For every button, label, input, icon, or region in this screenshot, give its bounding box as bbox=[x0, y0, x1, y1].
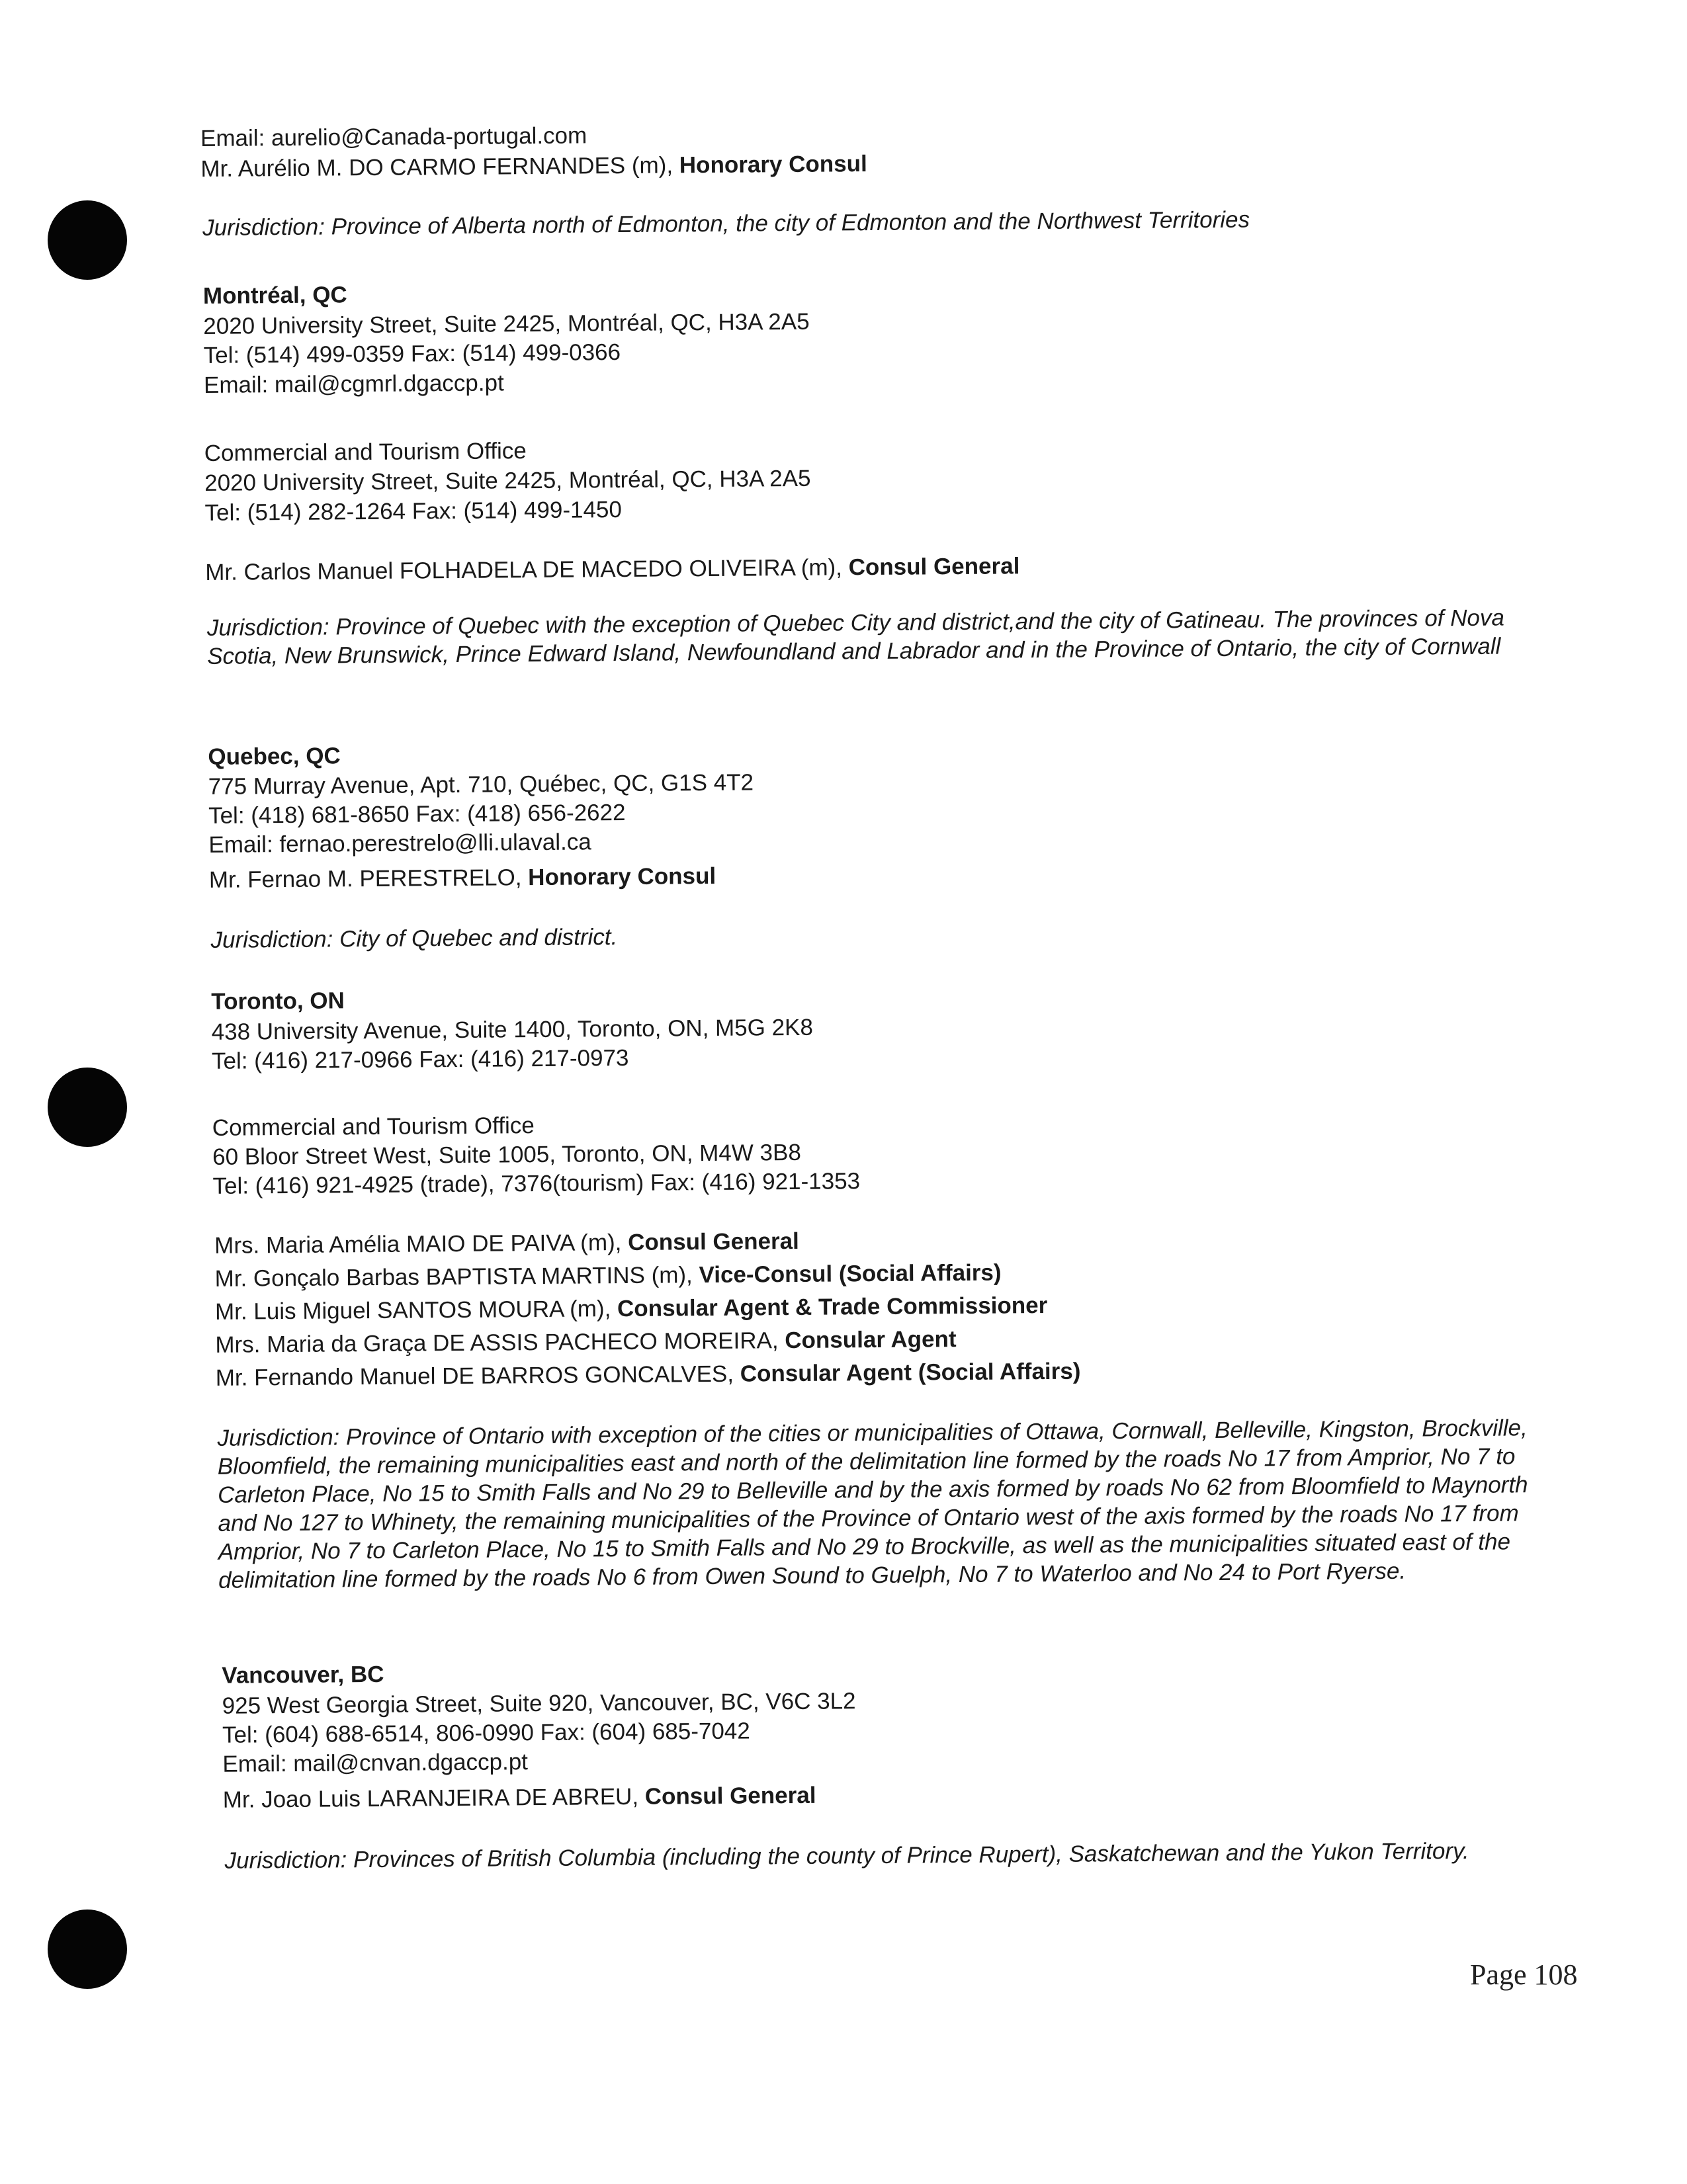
montreal-tel: Tel: (514) 499-0359 Fax: (514) 499-0366 bbox=[203, 339, 621, 368]
montreal-person bbox=[205, 552, 1019, 587]
quebec-heading: Quebec, QC bbox=[208, 743, 341, 770]
toronto-staff-2-name: Mr. Gonçalo Barbas BAPTISTA MARTINS (m), bbox=[214, 1262, 699, 1292]
toronto-office-title: Commercial and Tourism Office bbox=[212, 1113, 535, 1141]
toronto-jurisdiction-text: Province of Ontario with exception of the cities or municipalities of Ottawa, Cornwall, Belleville, Kingston, Brockville, Bloomfield, the remaining municipalities east and north of the delimitation line formed by the roads No 17 from Amprior, No 7 to Carleton Place, No 15 to Smith Falls and No 29 to Belleville and by the axis formed by roads No 62 from Bloomfield to Maynorth and No 127 to Whinety, the remaining municipalities of the Province of Ontario west of the axis formed by the roads No 17 from Amprior, No 7 to Carleton Place, No 15 to Smith Falls and No 29 to Brockville, as well as the municipalities situated east of the delimitation line formed by the roads No 6 from Owen Sound to Guelph, No 7 to Waterloo and No 24 to Port Ryerse. bbox=[217, 1415, 1528, 1593]
quebec-tel: Tel: (418) 681-8650 Fax: (418) 656-2622 bbox=[208, 799, 626, 829]
quebec-email: Email: fernao.perestrelo@lli.ulaval.ca bbox=[208, 829, 591, 858]
quebec-address: 775 Murray Avenue, Apt. 710, Québec, QC, G1S 4T2 bbox=[208, 769, 754, 800]
toronto-staff-5-title: Consular Agent (Social Affairs) bbox=[740, 1358, 1081, 1387]
quebec-person-title: Honorary Consul bbox=[528, 862, 716, 891]
montreal-heading: Montréal, QC bbox=[202, 282, 347, 309]
toronto-heading: Toronto, ON bbox=[211, 987, 345, 1015]
top-jurisdiction-text: Province of Alberta north of Edmonton, the city of Edmonton and the Northwest Territories bbox=[324, 206, 1250, 240]
toronto-staff-4 bbox=[215, 1325, 957, 1360]
vancouver-person bbox=[223, 1781, 816, 1815]
vancouver-person-title: Consul General bbox=[644, 1782, 816, 1810]
montreal-jurisdiction-label: Jurisdiction: bbox=[206, 614, 329, 641]
montreal-person-name: Mr. Carlos Manuel FOLHADELA DE MACEDO OLIVEIRA (m), bbox=[205, 554, 849, 585]
toronto-staff-1 bbox=[214, 1227, 799, 1261]
montreal-office-tel: Tel: (514) 282-1264 Fax: (514) 499-1450 bbox=[204, 496, 623, 526]
toronto-jurisdiction bbox=[217, 1413, 1548, 1595]
toronto-staff-5 bbox=[216, 1357, 1081, 1393]
vancouver-heading: Vancouver, BC bbox=[222, 1661, 384, 1689]
montreal-office-address: 2020 University Street, Suite 2425, Montréal, QC, H3A 2A5 bbox=[204, 465, 811, 496]
toronto-staff-3-name: Mr. Luis Miguel SANTOS MOURA (m), bbox=[214, 1296, 618, 1325]
montreal-jurisdiction-text: Province of Quebec with the exception of Quebec City and district,and the city of Gatineau. The provinces of Nova Scotia, New Brunswick, Prince Edward Island, Newfoundland and Labrador and in the Province of Ontario, the city of Cornwall bbox=[207, 605, 1505, 669]
top-email: Email: aurelio@Canada-portugal.com bbox=[200, 122, 587, 151]
toronto-staff-2 bbox=[214, 1259, 1001, 1294]
montreal-office-title: Commercial and Tourism Office bbox=[204, 438, 527, 466]
vancouver-jurisdiction-text: Provinces of British Columbia (including the county of Prince Rupert), Saskatchewan and the Yukon Territory. bbox=[347, 1837, 1469, 1873]
quebec-jurisdiction-text: City of Quebec and district. bbox=[333, 924, 618, 952]
toronto-staff-3-title: Consular Agent & Trade Commissioner bbox=[617, 1292, 1048, 1322]
top-person bbox=[200, 149, 867, 184]
montreal-email: Email: mail@cgmrl.dgaccp.pt bbox=[203, 370, 504, 398]
top-person-title: Honorary Consul bbox=[679, 151, 867, 179]
vancouver-address: 925 West Georgia Street, Suite 920, Vancouver, BC, V6C 3L2 bbox=[222, 1688, 856, 1719]
toronto-office-tel: Tel: (416) 921-4925 (trade), 7376(tourism) Fax: (416) 921-1353 bbox=[212, 1168, 861, 1199]
montreal-address: 2020 University Street, Suite 2425, Montréal, QC, H3A 2A5 bbox=[203, 308, 810, 339]
montreal-jurisdiction bbox=[207, 603, 1537, 671]
toronto-jurisdiction-label: Jurisdiction: bbox=[217, 1424, 340, 1451]
montreal-person-title: Consul General bbox=[848, 553, 1020, 581]
quebec-person-name: Mr. Fernao M. PERESTRELO, bbox=[208, 864, 529, 893]
toronto-staff-5-name: Mr. Fernando Manuel DE BARROS GONCALVES, bbox=[215, 1361, 740, 1391]
vancouver-jurisdiction bbox=[224, 1836, 1554, 1875]
toronto-staff-3 bbox=[215, 1291, 1048, 1327]
toronto-tel: Tel: (416) 217-0966 Fax: (416) 217-0973 bbox=[211, 1044, 629, 1074]
toronto-staff-4-title: Consular Agent bbox=[785, 1326, 957, 1354]
quebec-jurisdiction-label: Jurisdiction: bbox=[210, 926, 333, 953]
toronto-staff-2-title: Vice-Consul (Social Affairs) bbox=[699, 1259, 1002, 1288]
toronto-address: 438 University Avenue, Suite 1400, Toronto, ON, M5G 2K8 bbox=[211, 1014, 814, 1045]
vancouver-tel: Tel: (604) 688-6514, 806-0990 Fax: (604) 685-7042 bbox=[222, 1718, 750, 1748]
top-jurisdiction bbox=[202, 203, 1532, 242]
top-jurisdiction-label: Jurisdiction: bbox=[202, 214, 325, 241]
quebec-person bbox=[209, 862, 716, 895]
quebec-jurisdiction bbox=[210, 915, 1540, 954]
toronto-staff-4-name: Mrs. Maria da Graça DE ASSIS PACHECO MOREIRA, bbox=[215, 1327, 785, 1358]
toronto-staff-1-name: Mrs. Maria Amélia MAIO DE PAIVA (m), bbox=[214, 1229, 628, 1259]
top-person-name: Mr. Aurélio M. DO CARMO FERNANDES (m), bbox=[200, 152, 679, 182]
page-number: Page 108 bbox=[1470, 1958, 1578, 1991]
vancouver-jurisdiction-label: Jurisdiction: bbox=[224, 1847, 347, 1874]
toronto-office-address: 60 Bloor Street West, Suite 1005, Toronto, ON, M4W 3B8 bbox=[212, 1139, 801, 1170]
vancouver-email: Email: mail@cnvan.dgaccp.pt bbox=[222, 1749, 529, 1777]
vancouver-person-name: Mr. Joao Luis LARANJEIRA DE ABREU, bbox=[222, 1783, 645, 1813]
toronto-staff-1-title: Consul General bbox=[627, 1228, 799, 1255]
